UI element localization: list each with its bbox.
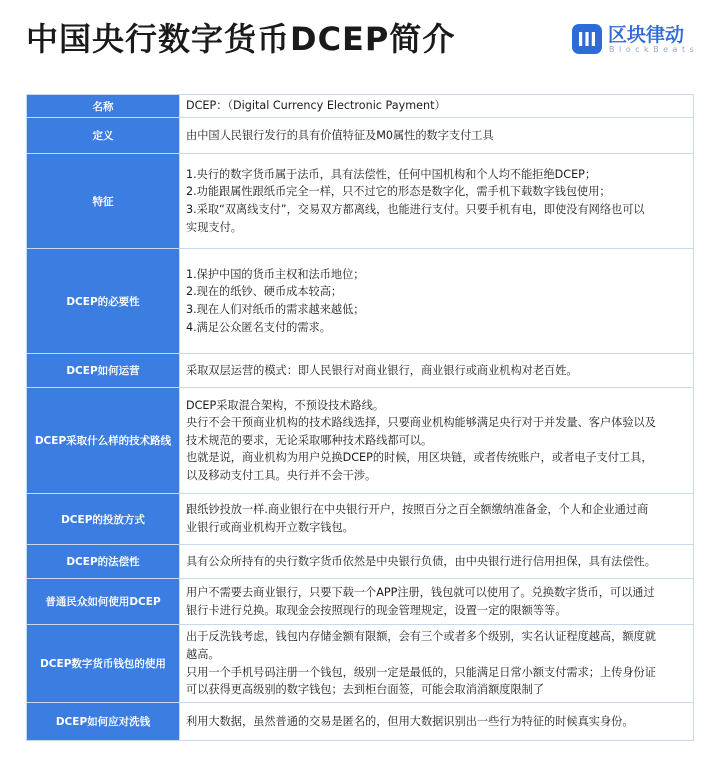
value-line: 技术规范的要求，无论采取哪种技术路线都可以。 (186, 433, 433, 447)
value-line: 利用大数据，虽然普通的交易是匿名的，但用大数据识别出一些行为特征的时候真实身份。 (186, 714, 634, 728)
table-row (27, 249, 694, 354)
row-value (180, 388, 694, 494)
row-label: DCEP的投放方式 (27, 494, 180, 545)
value-line: 以及移动支付工具。央行并不会干涉。 (186, 468, 377, 482)
page-title: 中国央行数字货币DCEP简介 (26, 20, 456, 58)
row-value (180, 579, 694, 625)
table-row (27, 545, 694, 579)
brand-name: 区块律动 (608, 24, 685, 46)
row-label: DCEP采取什么样的技术路线 (27, 388, 180, 494)
value-line: 央行不会干预商业机构的技术路线选择，只要商业机构能够满足央行对于并发量、客户体验以及 (186, 416, 656, 430)
header (0, 0, 716, 84)
row-value (180, 354, 694, 388)
table-row (27, 494, 694, 545)
value-line: 1.央行的数字货币属于法币，具有法偿性，任何中国机构和个人均不能拒绝DCEP； (186, 167, 597, 181)
value-line: DCEP：（Digital Currency Electronic Payment） (186, 99, 446, 113)
value-line: 用户不需要去商业银行，只要下载一个APP注册，钱包就可以使用了。兑换数字货币，可以通过 (186, 585, 655, 599)
row-value (180, 545, 694, 579)
table-row (27, 579, 694, 625)
table-row (27, 154, 694, 249)
brand-logo (572, 20, 704, 60)
value-line: 4.满足公众匿名支付的需求。 (186, 320, 331, 334)
row-value (180, 95, 694, 118)
row-label: DCEP数字货币钱包的使用 (27, 625, 180, 703)
row-label: 定义 (27, 118, 180, 154)
value-line: 1.保护中国的货币主权和法币地位； (186, 267, 365, 281)
row-label: 普通民众如何使用DCEP (27, 579, 180, 625)
value-line: 具有公众所持有的央行数字货币依然是中央银行负债，由中央银行进行信用担保，具有法偿性。 (186, 554, 656, 568)
row-value (180, 494, 694, 545)
row-label: 名称 (27, 95, 180, 118)
row-label: 特征 (27, 154, 180, 249)
value-line: 也就是说，商业机构为用户兑换DCEP的时候，用区块链，或者传统账户，或者电子支付工具， (186, 451, 653, 465)
value-line: 跟纸钞投放一样.商业银行在中央银行开户，按照百分之百全额缴纳准备金，个人和企业通过商 (186, 503, 649, 517)
table-row (27, 118, 694, 154)
row-label: DCEP的必要性 (27, 249, 180, 354)
value-line: 实现支付。 (186, 220, 242, 234)
table-row (27, 95, 694, 118)
row-label: DCEP的法偿性 (27, 545, 180, 579)
row-value (180, 703, 694, 741)
table-row (27, 388, 694, 494)
value-line: 2.现在的纸钞、硬币成本较高； (186, 285, 343, 299)
value-line: 3.现在人们对纸币的需求越来越低； (186, 303, 365, 316)
value-line: 银行卡进行兑换。取现金会按照现行的现金管理规定，设置一定的限额等等。 (186, 603, 567, 617)
blockbeats-logo-icon (572, 24, 602, 54)
table-row (27, 703, 694, 741)
value-line: 由中国人民银行发行的具有价值特征及M0属性的数字支付工具 (186, 128, 494, 142)
value-line: DCEP采取混合架构，不预设技术路线。 (186, 398, 385, 412)
table-row (27, 354, 694, 388)
row-label: DCEP如何运营 (27, 354, 180, 388)
value-line: 可以获得更高级别的数字钱包；去到柜台面签，可能会取消消额度限制了 (186, 683, 545, 697)
value-line: 越高。 (186, 647, 220, 661)
value-line: 出于反洗钱考虑，钱包内存储金额有限额，会有三个或者多个级别，实名认证程度越高，额度就 (186, 630, 656, 644)
value-line: 只用一个手机号码注册一个钱包，级别一定是最低的，只能满足日常小额支付需求；上传身份证 (186, 665, 656, 679)
dcep-info-table (26, 94, 694, 741)
row-value (180, 249, 694, 354)
value-line: 业银行或商业机构开立数字钱包。 (186, 521, 354, 534)
row-value (180, 154, 694, 249)
row-label: DCEP如何应对洗钱 (27, 703, 180, 741)
value-line: 采取双层运营的模式：即人民银行对商业银行，商业银行或商业机构对老百姓。 (186, 363, 578, 377)
value-line: 3.采取“双离线支付”，交易双方都离线，也能进行支付。只要手机有电，即使没有网络也可以 (186, 203, 645, 216)
value-line: 2.功能跟属性跟纸币完全一样，只不过它的形态是数字化，需手机下载数字钱包使用； (186, 185, 611, 199)
table-row (27, 625, 694, 703)
brand-subtitle: BlockBeats (609, 45, 699, 54)
row-value (180, 625, 694, 703)
row-value (180, 118, 694, 154)
